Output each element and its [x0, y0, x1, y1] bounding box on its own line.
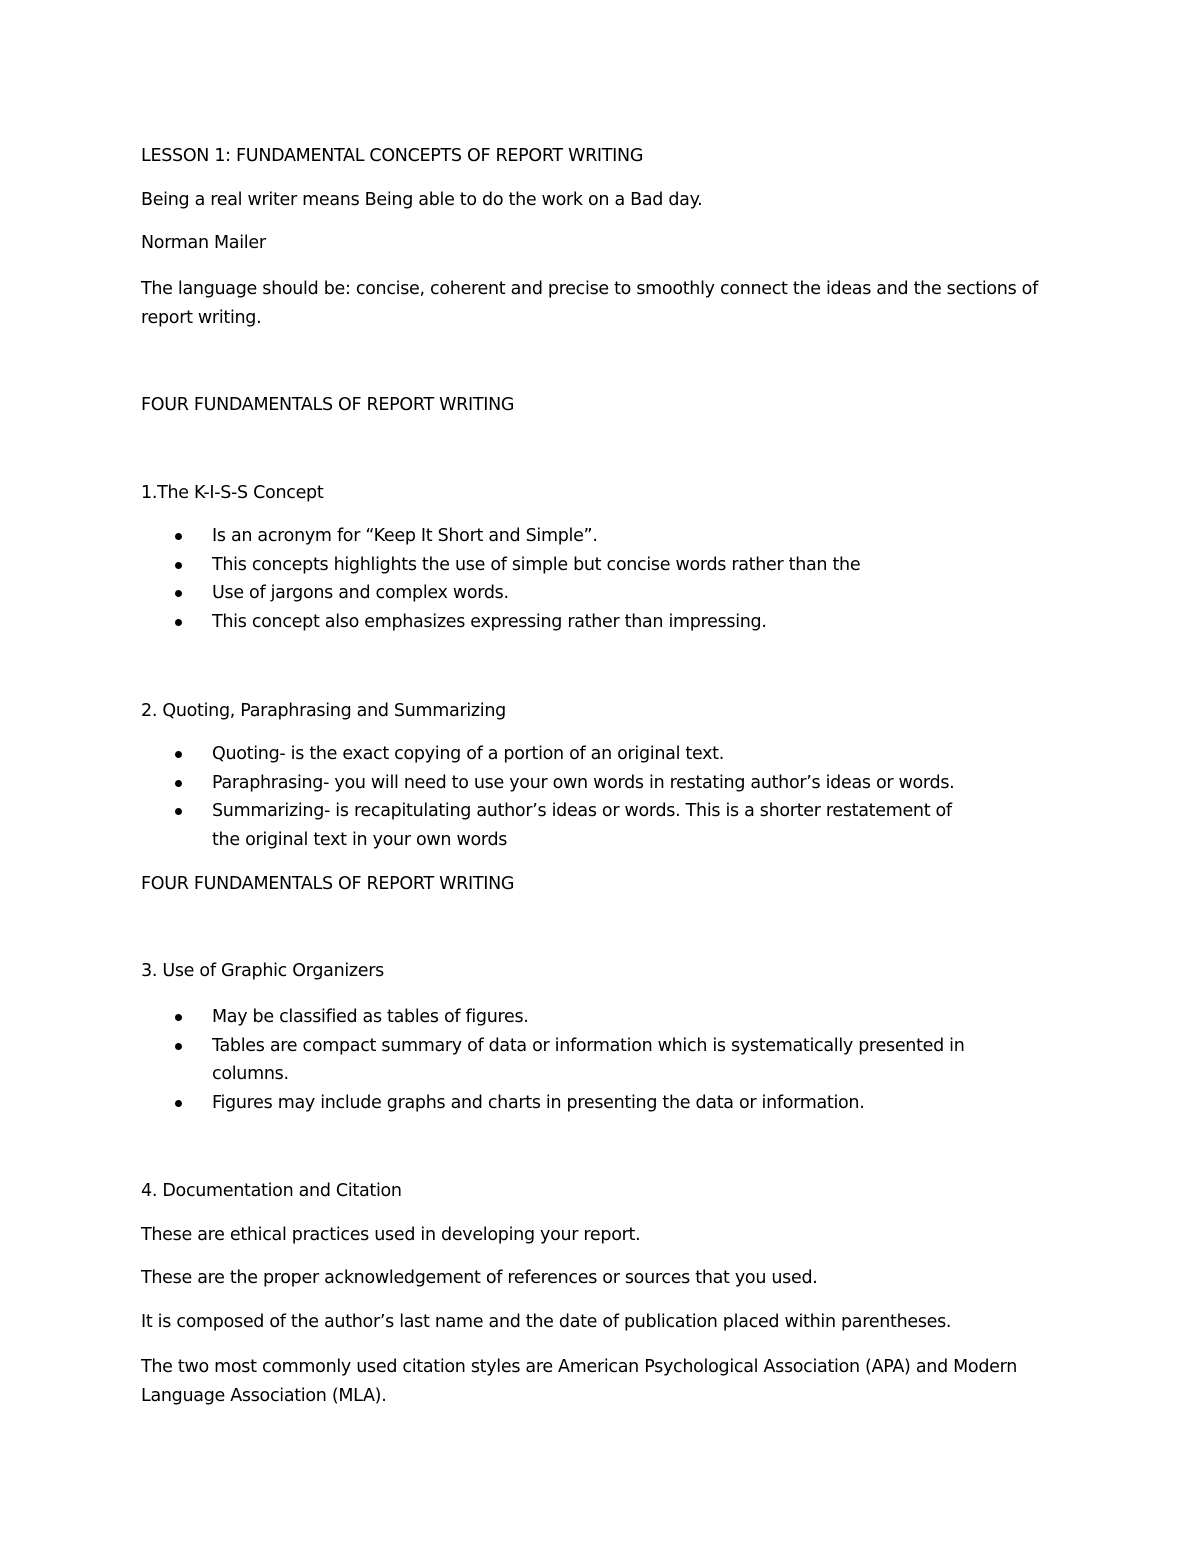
list-item: Tables are compact summary of data or information which is systematically presented in columns.	[141, 1032, 1021, 1089]
list-item: Is an acronym for “Keep It Short and Simple”.	[141, 522, 1021, 551]
list-item: Summarizing- is recapitulating author’s ideas or words. This is a shorter restatement of the original text in your own words	[141, 797, 1021, 854]
list-item: Paraphrasing- you will need to use your own words in restating author’s ideas or words.	[141, 769, 1021, 798]
list-item: Quoting- is the exact copying of a portion of an original text.	[141, 740, 1021, 769]
section-1-bullet-list	[141, 522, 1021, 636]
section-3-heading: 3. Use of Graphic Organizers	[141, 961, 384, 981]
fundamentals-heading-2: FOUR FUNDAMENTALS OF REPORT WRITING	[141, 874, 515, 894]
quote-author: Norman Mailer	[141, 233, 266, 253]
list-item: Figures may include graphs and charts in presenting the data or information.	[141, 1089, 1021, 1118]
lesson-title: LESSON 1: FUNDAMENTAL CONCEPTS OF REPORT WRITING	[141, 146, 644, 166]
section-4-paragraph: It is composed of the author’s last name and the date of publication placed within parentheses.	[141, 1312, 952, 1332]
intro-paragraph: The language should be: concise, coherent and precise to smoothly connect the ideas and the sections of report writing.	[141, 279, 1038, 328]
list-item: May be classified as tables of figures.	[141, 1003, 1021, 1032]
section-3-bullet-list	[141, 1003, 1021, 1117]
section-4-heading: 4. Documentation and Citation	[141, 1181, 402, 1201]
section-4-paragraph: These are ethical practices used in developing your report.	[141, 1225, 641, 1245]
section-2-bullet-list	[141, 740, 1021, 854]
section-2-heading: 2. Quoting, Paraphrasing and Summarizing	[141, 701, 506, 721]
list-item: This concept also emphasizes expressing rather than impressing.	[141, 608, 1021, 637]
section-4-paragraph: These are the proper acknowledgement of references or sources that you used.	[141, 1268, 818, 1288]
section-1-heading: 1.The K-I-S-S Concept	[141, 483, 324, 503]
list-item: Use of jargons and complex words.	[141, 579, 1021, 608]
quote-text: Being a real writer means Being able to do the work on a Bad day.	[141, 190, 703, 210]
list-item: This concepts highlights the use of simple but concise words rather than the	[141, 551, 1021, 580]
section-4-paragraph: The two most commonly used citation styles are American Psychological Association (APA) and Modern Language Association (MLA).	[141, 1357, 1017, 1406]
fundamentals-heading-1: FOUR FUNDAMENTALS OF REPORT WRITING	[141, 395, 515, 415]
